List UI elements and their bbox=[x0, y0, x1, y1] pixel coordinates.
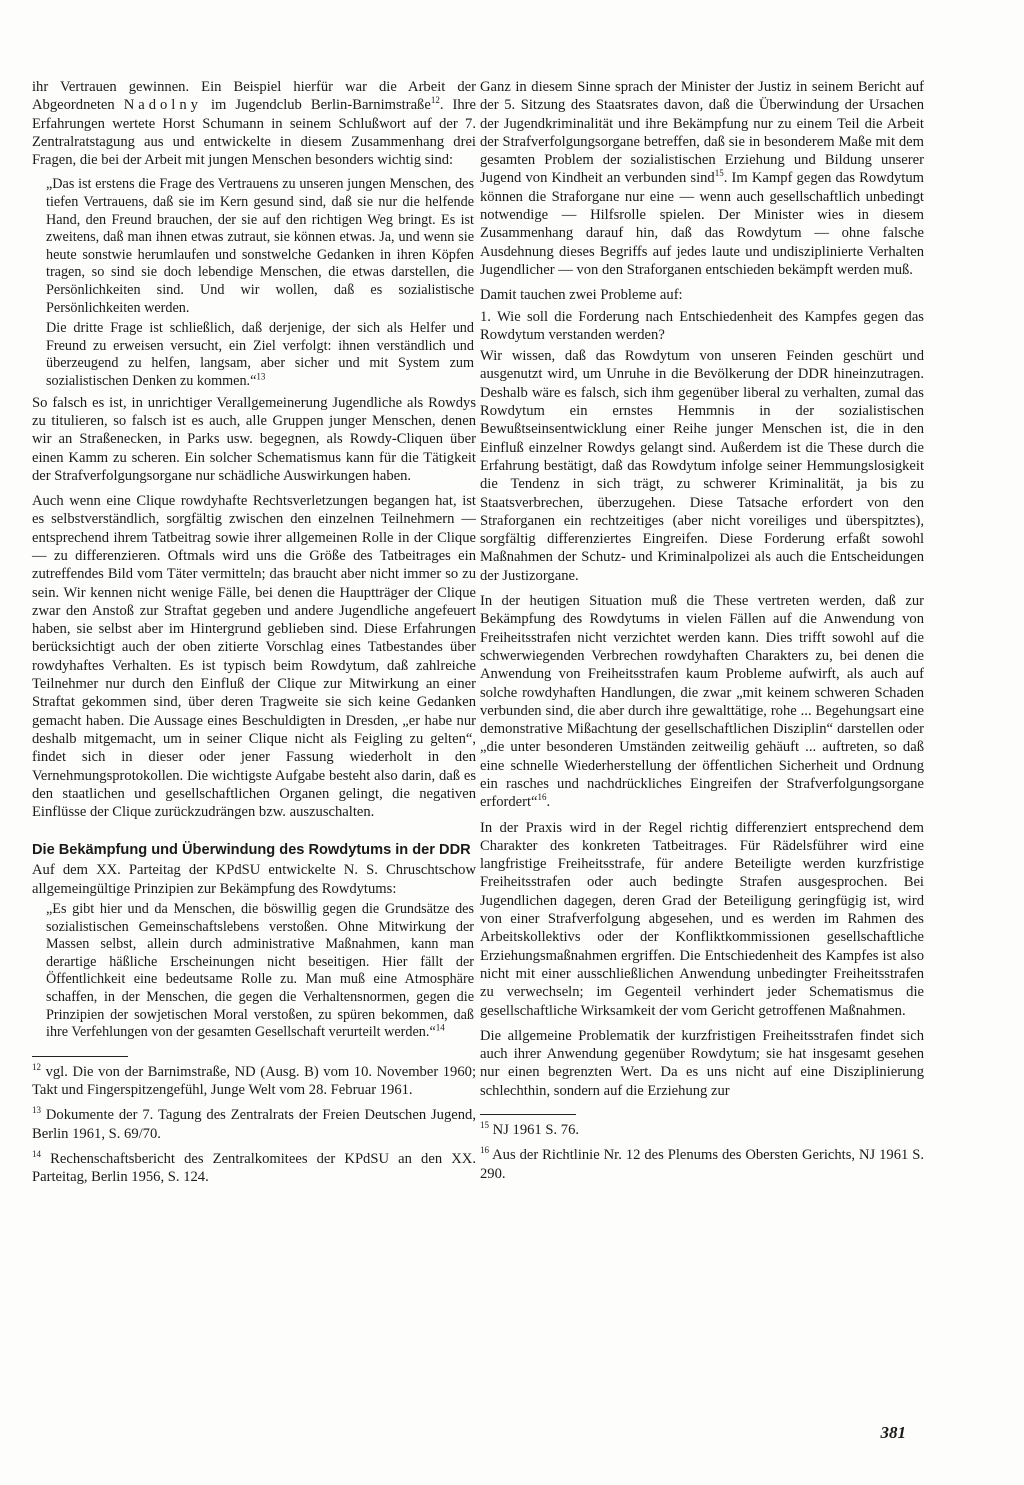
footnote-text: NJ 1961 S. 76. bbox=[492, 1122, 580, 1139]
paragraph: 1. Wie soll die Forderung nach Entschiedenheit des Kampfes gegen das Rowdytum verstanden werden? bbox=[480, 308, 924, 343]
paragraph: Wir wissen, daß das Rowdytum von unseren Feinden geschürt und ausgenutzt wird, um Unruhe in die Bevölkerung der DDR hineinzutragen. Deshalb wäre es falsch, sich ihm gegenüber liberal zu verhalten, zumal das Rowdytum ein ernstes Hemmnis in der sozialistischen Bewußtseinsentwicklung einer Reihe junger Menschen ist, die in den Einfluß einzelner Rowdys gelangt sind. Außerdem ist die These durch die Erfahrung bestätigt, daß das Rowdytum infolge seiner Hemmungslosigkeit die Tendenz in sich trägt, zu schwerer Kriminalität, ja bis zu Staatsverbrechen, überzugehen. Diese Tatsache erfordert von den Straforganen ein rechtzeitiges (aber nicht voreiliges und überspitztes), sorgfältig differenziertes Eingreifen. Diese Forderung erfaßt sowohl Maßnahmen der Schutz- und Kriminalpolizei als auch die Entscheidungen der Justizorgane. bbox=[480, 348, 924, 584]
text: In der heutigen Situation muß die These vertreten werden, daß zur Bekämpfung des Rowdytums in vielen Fällen auf die Anwendung von Freiheitsstrafen nicht verzichtet werden kann. Dies trifft sowohl auf die schwerwiegenden Verbrechen rowdyhaften Charakters zu, bei denen die Anwendung von Freiheitsstrafen kaum Probleme aufwirft, als auch auf solche rowdyhaften Handlungen, die zwar „mit keinem schweren Schaden verbunden sind, die aber durch ihre gewalttätige, rohe ... Begehungsart eine demonstrative Mißachtung der gesellschaftlichen Disziplin“ darstellen oder „die unter besonderen Umständen zeitweilig gehäuft ... auftreten, so daß eine schnelle Wiederherstellung der öffentlichen Sicherheit und Ordnung ein rasches und nachdrückliches Eingreifen der Strafverfolgungsorgane erfordert“ bbox=[480, 593, 924, 811]
footnote-number: 14 bbox=[32, 1149, 41, 1160]
footnote-text: vgl. Die von der Barnimstraße, ND (Ausg. B) vom 10. November 1960; Takt und Fingerspitzengefühl, Junge Welt vom 28. Februar 1961. bbox=[32, 1063, 477, 1099]
text: Die dritte Frage ist schließlich, daß derjenige, der sich als Helfer und Freund zu erweisen versucht, ein Ziel verfolgt: ihnen verständlich und überzeugend zu helfen, langsam, aber sicher und mit System zum sozialistischen Denken zu kommen.“ bbox=[46, 320, 474, 390]
paragraph: Auch wenn eine Clique rowdyhafte Rechtsverletzungen begangen hat, ist es selbstverständlich, sorgfältig zwischen den einzelnen Teilnehmern — entsprechend ihrem Tatbeitrag sowie ihrer allgemeinen Rolle in der Clique — zu differenzieren. Oftmals wird uns die Größe des Tatbeitrages ein zutreffendes Bild vom Täter vermitteln; das braucht aber nicht immer so zu sein. Wir kennen nicht wenige Fälle, bei denen die Hauptträger der Clique zwar den Anstoß zur Straftat gegeben und andere Jugendliche angefeuert haben, sie selbst aber im Hintergrund geblieben sind. Diese Erfahrungen berücksichtigt auch der oben zitierte Vorschlag eines Tatbestandes über rowdyhaftes Verhalten. Es ist typisch beim Rowdytum, daß zahlreiche Teilnehmer nur durch den Einfluß der Clique zur Mitwirkung an einer Straftat gekommen sind, über deren Tragweite sie sich keine Gedanken gemacht haben. Die Aussage eines Beschuldigten in Dresden, „er habe nur deshalb mitgemacht, um in seiner Clique nicht als Feigling zu gelten“, findet sich in dieser oder jener Fassung wiederholt in den Vernehmungsprotokollen. Die wichtigste Aufgabe besteht also darin, daß es den staatlichen und gesellschaftlichen Organen gelingt, die negativen Einflüsse der Clique zurückzudrängen bzw. auszuschalten. bbox=[32, 493, 476, 821]
quote-paragraph bbox=[46, 901, 474, 1042]
footnote-number: 13 bbox=[32, 1105, 41, 1116]
footnote-ref: 16 bbox=[537, 792, 547, 803]
paragraph bbox=[32, 78, 476, 169]
footnote-text: Dokumente der 7. Tagung des Zentralrats der Freien Deutschen Jugend, Berlin 1961, S. 69/70. bbox=[32, 1107, 476, 1142]
page-number: 381 bbox=[880, 1423, 906, 1442]
left-column bbox=[32, 78, 476, 1194]
footnote bbox=[32, 1106, 476, 1143]
footnote-ref: 13 bbox=[256, 371, 266, 382]
paragraph bbox=[480, 78, 924, 279]
footnote bbox=[480, 1121, 924, 1139]
footnotes bbox=[32, 1056, 476, 1187]
text: . Im Kampf gegen das Rowdytum können die Straforgane nur eine — wenn auch gesellschaftlich unbedingt notwendige — Hilfsrolle spielen. Der Minister wies in diesem Zusammenhang darauf hin, daß das Rowdytum — ohne falsche Ausdehnung dieses Begriffs auf jedes laute und undisziplinierte Verhalten Jugendlicher — von den Straforganen entschieden bekämpft werden muß. bbox=[480, 170, 925, 278]
footnote-ref: 14 bbox=[435, 1022, 445, 1033]
text: „Es gibt hier und da Menschen, die böswillig gegen die Grundsätze des sozialistischen Gemeinschaftslebens verstoßen. Ohne Mitwirkung der Massen selbst, allein durch administrative Maßnahmen, kann man derartige häßliche Erscheinungen nicht beseitigen. Hier fällt der Öffentlichkeit eine bedeutsame Rolle zu. Man muß eine Atmosphäre schaffen, in der Menschen, die gegen die Verhaltensnormen, gegen die Prinzipien der sowjetischen Moral verstoßen, zu spüren bekommen, daß ihre Verfehlungen von der gesamten Gesellschaft verurteilt werden.“ bbox=[46, 901, 474, 1041]
paragraph: So falsch es ist, in unrichtiger Verallgemeinerung Jugendliche als Rowdys zu titulieren, so falsch ist es auch, alle Gruppen junger Menschen, denen wir an Straßenecken, in Parks usw. begegnen, als Rowdy-Cliquen über einen Kamm zu scheren. Ein solcher Schematismus kann für die Tätigkeit der Strafverfolgungsorgane nur schädliche Auswirkungen haben. bbox=[32, 394, 476, 484]
footnote-ref: 15 bbox=[714, 168, 724, 179]
footnote-rule bbox=[32, 1056, 128, 1057]
footnote-number: 16 bbox=[480, 1145, 489, 1156]
quote-paragraph: „Das ist erstens die Frage des Vertrauens zu unseren jungen Menschen, des tiefen Vertrauens, daß sie im Kern gesund sind, daß sie nur die helfende Hand, den Freund brauchen, der sie auf den richtigen Weg bringt. Es ist zweitens, daß man ihnen etwas zutraut, sie können etwas. Ja, und wenn sie heute sonstwie herumlaufen und sonstwelche Gedanken in ihren Köpfen tragen, so sind sie doch lebendige Menschen, die etwas darstellen, die Persönlichkeiten sind. Und wir wollen, daß es sozialistische Persönlichkeiten werden. bbox=[46, 176, 474, 316]
footnote bbox=[32, 1150, 476, 1187]
section-heading: Die Bekämpfung und Überwindung des Rowdytums in der DDR bbox=[32, 842, 471, 859]
footnotes bbox=[480, 1114, 924, 1183]
footnote bbox=[32, 1063, 476, 1100]
paragraph: Die allgemeine Problematik der kurzfristigen Freiheitsstrafen findet sich auch ihrer Anwendung gegenüber Rowdytum; sie hat insgesamt gesehen nur einen begrenzten Wert. Da es uns nicht auf eine Disziplinierung schlechthin, sondern auf die Erziehung zur bbox=[480, 1027, 924, 1099]
paragraph: In der Praxis wird in der Regel richtig differenziert entsprechend dem Charakter des konkreten Tatbeitrages. Für Rädelsführer wird eine langfristige Freiheitsstrafe, für andere Beteiligte werden kurzfristige Freiheitsstrafen oder auch bedingte Strafen ausgesprochen. Bei Jugendlichen dagegen, deren Grad der Beteiligung geringfügig ist, wird von einer Strafverfolgung abgesehen, und es werden im Rahmen des Arbeitskollektivs oder der Konfliktkommissionen gesellschaftliche Erziehungsmaßnahmen ergriffen. Die Entschiedenheit des Kampfes ist also nicht mit einer ausschließlichen Anwendung unbedingter Freiheitsstrafen zu verwechseln; im Gegenteil verhindert jeder Schematismus die gesellschaftliche Wirksamkeit der vom Gericht getroffenen Maßnahmen. bbox=[480, 819, 924, 1019]
footnote-number: 12 bbox=[32, 1061, 41, 1072]
footnote-number: 15 bbox=[480, 1120, 489, 1131]
footnote-ref: 12 bbox=[430, 95, 440, 106]
paragraph bbox=[480, 592, 924, 812]
paragraph: Damit tauchen zwei Probleme auf: bbox=[480, 287, 683, 304]
quote-paragraph bbox=[46, 320, 474, 390]
footnote bbox=[480, 1146, 924, 1183]
text: . bbox=[546, 794, 551, 811]
text: im Jugendclub Berlin-Barnimstraße bbox=[210, 97, 431, 114]
footnote-text: Rechenschaftsbericht des Zentralkomitees der KPdSU an den XX. Parteitag, Berlin 1956, S. 124. bbox=[32, 1150, 476, 1186]
text: ihr Vertrauen gewinnen. Ein Beispiel hierfür war die Arbeit der Abgeordneten bbox=[32, 79, 476, 114]
right-column bbox=[480, 78, 924, 1190]
spaced-name: Nadolny bbox=[123, 97, 202, 114]
text: . Ihre Erfahrungen wertete Horst Schumann in seinem Schlußwort auf der 7. Zentralratstagung aus und entwickelte in diesem Zusammenhang drei Fragen, die bei der Arbeit mit jungen Menschen besonders wichtig sind: bbox=[32, 97, 476, 169]
paragraph: Auf dem XX. Parteitag der KPdSU entwickelte N. S. Chruschtschow allgemeingültige Prinzipien zur Bekämpfung des Rowdytums: bbox=[32, 862, 476, 897]
footnote-text: Aus der Richtlinie Nr. 12 des Plenums des Obersten Gerichts, NJ 1961 S. 290. bbox=[480, 1147, 925, 1182]
footnote-rule bbox=[480, 1114, 576, 1115]
text: Ganz in diesem Sinne sprach der Minister der Justiz in seinem Bericht auf der 5. Sitzung des Staatsrates davon, daß die Überwindung der Ursachen der Jugendkriminalität und ihre Bekämpfung nur zu einem Teil die Arbeit der Strafverfolgungsorgane betreffen, daß sie in besonderem Maße mit dem gesamten Problem der sozialistischen Erziehung und Bildung unserer Jugend von Kindheit an verbunden sind bbox=[480, 79, 924, 187]
